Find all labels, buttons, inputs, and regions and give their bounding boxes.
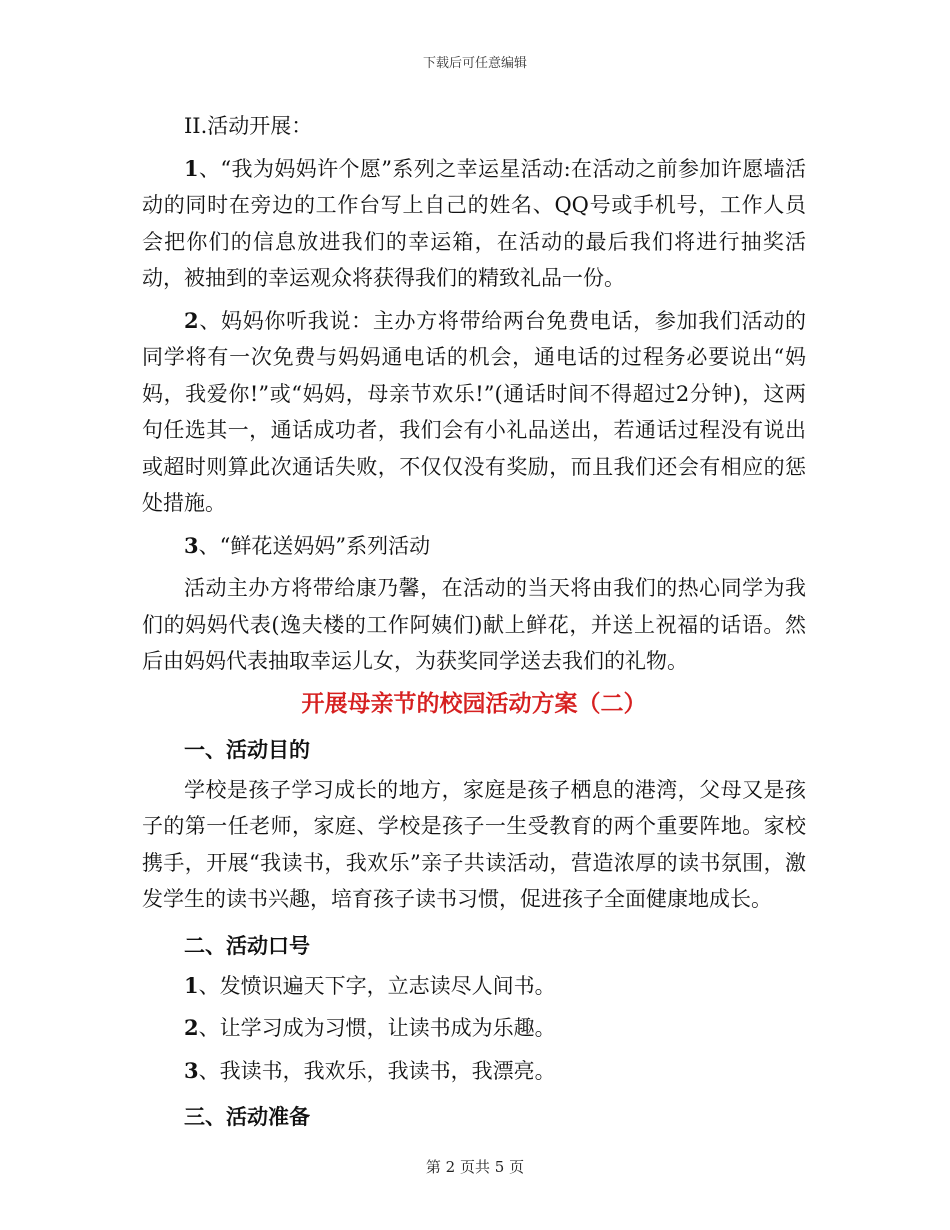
item-number: 3	[184, 1057, 199, 1083]
activity-item-1	[142, 151, 806, 297]
activity-item-3	[142, 528, 806, 565]
document-title: 开展母亲节的校园活动方案（二）	[301, 690, 647, 717]
document-body	[142, 108, 806, 1139]
item-text: 、“我为妈妈许个愿”系列之幸运星活动:在活动之前参加许愿墙活动的同时在旁边的工作台写上自己的姓名、QQ号或手机号，工作人员会把你们的信息放进我们的幸运箱，在活动的最后我们将进行抽奖活动，被抽到的幸运观众将获得我们的精致礼品一份。	[142, 156, 806, 290]
item-number: 1	[184, 972, 199, 998]
slogan-item-1	[142, 968, 806, 1005]
page-header: 下载后可任意编辑	[422, 56, 527, 71]
item-text: 、妈妈你听我说：主办方将带给两台免费电话，参加我们活动的同学将有一次免费与妈妈通电话的机会，通电话的过程务必要说出“妈妈，我爱你!”或“妈妈，母亲节欢乐!”(通话时间不得超过2分钟)，这两句任选其一，通话成功者，我们会有小礼品送出，若通话过程没有说出或超时则算此次通话失败，不仅仅没有奖励，而且我们还会有相应的惩处措施。	[142, 308, 806, 515]
heading-purpose: 一、活动目的	[184, 737, 310, 762]
item-text: 、“鲜花送妈妈”系列活动	[198, 533, 431, 558]
item-number: 2	[184, 1015, 199, 1040]
item-text: 、我读书，我欢乐，我读书，我漂亮。	[198, 1058, 556, 1083]
slogan-item-2	[142, 1010, 806, 1047]
page-footer: 第 2 页共 5 页	[425, 1158, 525, 1176]
slogan-item-3	[142, 1053, 806, 1090]
item-text: 、发愤识遍天下字，立志读尽人间书。	[198, 973, 556, 998]
heading-preparation: 三、活动准备	[184, 1105, 310, 1129]
section-heading: II.活动开展：	[184, 114, 313, 138]
heading-slogan: 二、活动口号	[184, 933, 310, 958]
activity-item-3-body: 活动主办方将带给康乃馨，在活动的当天将由我们的热心同学为我们的妈妈代表(逸夫楼的工作阿姨们)献上鲜花，并送上祝福的话语。然后由妈妈代表抽取幸运儿女，为获奖同学送去我们的礼物。	[142, 576, 806, 673]
item-number: 2	[184, 307, 199, 333]
item-number: 1	[184, 155, 199, 181]
item-number: 3	[184, 532, 199, 558]
item-text: 、让学习成为习惯，让读书成为乐趣。	[198, 1016, 556, 1040]
purpose-paragraph: 学校是孩子学习成长的地方，家庭是孩子栖息的港湾，父母又是孩子的第一任老师，家庭、学校是孩子一生受教育的两个重要阵地。家校携手，开展“我读书，我欢乐”亲子共读活动，营造浓厚的读书氛围，激发学生的读书兴趣，培育孩子读书习惯，促进孩子全面健康地成长。	[142, 777, 806, 911]
activity-item-2	[142, 303, 806, 522]
